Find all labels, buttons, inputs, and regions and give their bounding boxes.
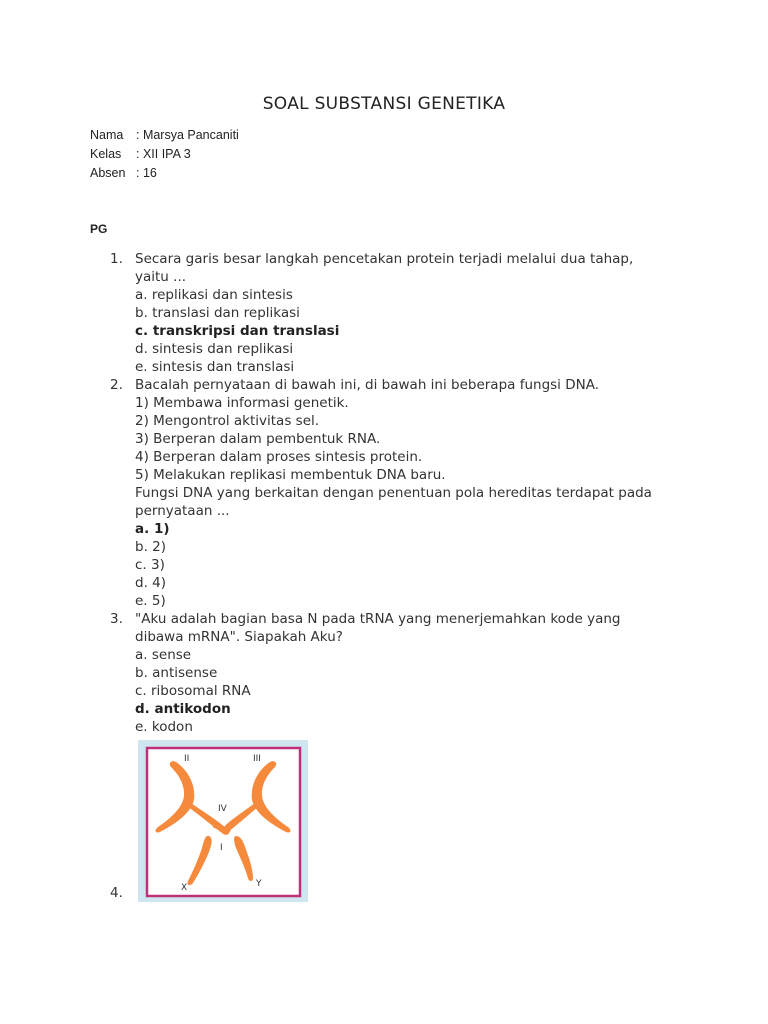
- question-text: "Aku adalah bagian basa N pada tRNA yang menerjemahkan kode yang dibawa mRNA". Siapakah Aku?: [135, 611, 621, 645]
- answer-option: c. ribosomal RNA: [135, 683, 251, 699]
- question-item: [110, 736, 670, 902]
- statement-line: 4) Berperan dalam proses sintesis protein.: [135, 449, 423, 465]
- question-number: 4.: [110, 885, 123, 901]
- answer-option: d. sintesis dan replikasi: [135, 341, 294, 357]
- section-heading: PG: [90, 222, 108, 236]
- info-row: [90, 164, 239, 183]
- answer-option: c. 3): [135, 557, 165, 573]
- statement-line: 5) Melakukan replikasi membentuk DNA baru.: [135, 467, 446, 483]
- answer-option: b. translasi dan replikasi: [135, 305, 300, 321]
- info-label: Nama: [90, 128, 124, 142]
- answer-option: a. sense: [135, 647, 192, 663]
- info-row: [90, 126, 239, 145]
- answer-option: e. kodon: [135, 719, 193, 735]
- question-number: 2.: [110, 377, 123, 393]
- question-prompt: Fungsi DNA yang berkaitan dengan penentuan pola hereditas terdapat pada pernyataan ...: [135, 485, 652, 519]
- chromosome-figure: [138, 740, 308, 902]
- figure-label-i: I: [220, 843, 223, 853]
- answer-option-correct: a. 1): [135, 521, 170, 537]
- question-list: [110, 250, 670, 902]
- question-item: [110, 376, 670, 610]
- figure-label-ii: II: [184, 754, 190, 764]
- answer-option-correct: d. antikodon: [135, 701, 231, 717]
- statement-line: 3) Berperan dalam pembentuk RNA.: [135, 431, 381, 447]
- info-label: Kelas: [90, 147, 122, 161]
- info-value: : XII IPA 3: [136, 147, 191, 161]
- figure-label-y: Y: [256, 879, 262, 889]
- figure-label-iv: IV: [218, 804, 227, 814]
- question-text: Secara garis besar langkah pencetakan protein terjadi melalui dua tahap, yaitu ...: [135, 251, 634, 285]
- student-info: [90, 126, 239, 183]
- answer-option: e. sintesis dan translasi: [135, 359, 295, 375]
- figure-label-x: X: [181, 883, 188, 893]
- document-title: SOAL SUBSTANSI GENETIKA: [262, 94, 506, 114]
- info-row: [90, 145, 239, 164]
- question-number: 3.: [110, 611, 123, 627]
- answer-option: d. 4): [135, 575, 167, 591]
- answer-option: e. 5): [135, 593, 166, 609]
- karyotype-illustration: [138, 740, 308, 902]
- statement-line: 2) Mengontrol aktivitas sel.: [135, 413, 320, 429]
- question-item: [110, 610, 670, 736]
- info-value: : 16: [136, 166, 157, 180]
- info-value: : Marsya Pancaniti: [136, 128, 239, 142]
- statement-line: 1) Membawa informasi genetik.: [135, 395, 349, 411]
- question-number: 1.: [110, 251, 123, 267]
- answer-option: b. 2): [135, 539, 167, 555]
- question-text: Bacalah pernyataan di bawah ini, di bawah ini beberapa fungsi DNA.: [135, 377, 600, 393]
- answer-option: a. replikasi dan sintesis: [135, 287, 293, 303]
- answer-option-correct: c. transkripsi dan translasi: [135, 323, 340, 339]
- figure-label-iii: III: [253, 754, 261, 764]
- info-label: Absen: [90, 166, 126, 180]
- answer-option: b. antisense: [135, 665, 218, 681]
- question-item: [110, 250, 670, 376]
